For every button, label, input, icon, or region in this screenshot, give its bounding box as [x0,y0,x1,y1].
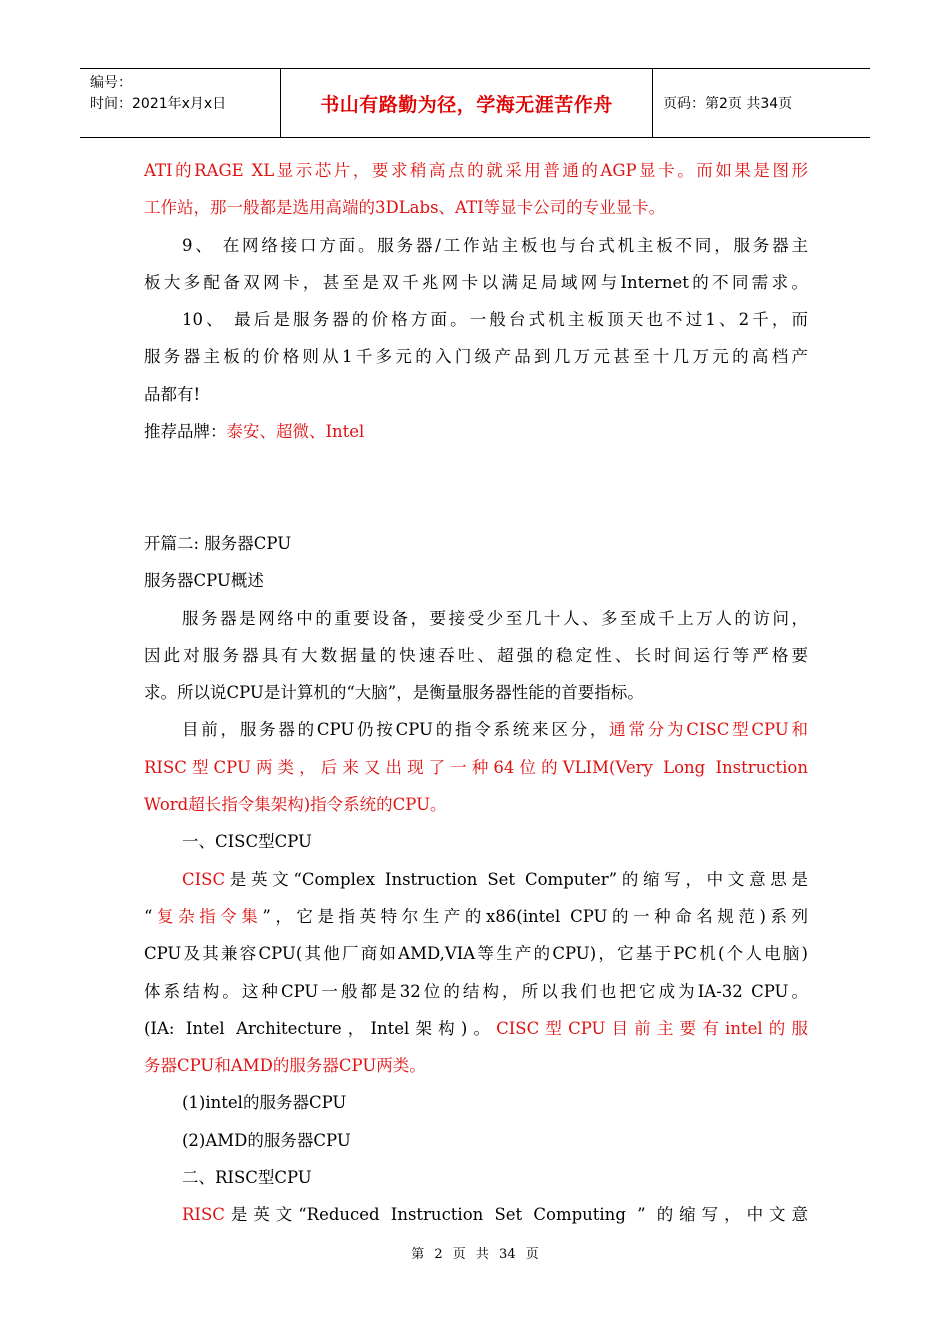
body-line: 品都有! [144,384,201,404]
recommended-brands [144,413,808,450]
list-item: (1)intel的服务器CPU [182,1093,347,1113]
body-line: Word超长指令集架构)指令系统的CPU。 [144,795,447,815]
text-span: 是英文“Reduced Instruction Set Computing ” 的缩写，中文意 [224,1205,808,1225]
body-line: 9、 在网络接口方面。服务器/工作站主板也与台式机主板不同，服务器主 [182,235,808,255]
body-line: RISC型CPU两类，后来又出现了一种64位的VLIM(Very Long Instruction [144,757,808,777]
body-line: 因此对服务器具有大数据量的快速吞吐、超强的稳定性、长时间运行等严格要 [144,645,808,665]
section-title: 服务器CPU概述 [144,571,264,591]
subsection-title: 一、CISC型CPU [182,832,312,852]
brands-list: 泰安、超微、Intel [226,422,365,442]
list-item: (2)AMD的服务器CPU [182,1130,351,1150]
body-line [144,1196,808,1233]
body-line: 服务器是网络中的重要设备，要接受少至几十人、多至成千上万人的访问， [182,608,808,628]
header-page-info: 页码：第2页 共34页 [663,96,793,112]
body-line: 体系结构。这种CPU一般都是32位的结构，所以我们也把它成为IA-32 CPU。 [144,981,808,1001]
text-span: ”，它是指英特尔生产的x86(intel CPU的一种命名规范)系列 [262,906,808,926]
body-line [144,711,808,748]
body-line: 务器CPU和AMD的服务器CPU两类。 [144,1056,426,1076]
document-body [144,152,808,1234]
body-line: 服务器主板的价格则从1千多元的入门级产品到几万元甚至十几万元的高档产 [144,347,808,367]
highlight-span: CISC [182,869,226,889]
body-line [144,861,808,898]
page-header [80,68,870,138]
date-label: 时间：2021年x月x日 [90,96,227,112]
spacer [144,450,808,487]
header-meta [80,69,281,137]
highlight-span: RISC [182,1205,225,1225]
number-label: 编号： [90,75,132,91]
body-line: 工作站，那一般都是选用高端的3DLabs、ATI等显卡公司的专业显卡。 [144,198,666,218]
body-line [144,1010,808,1047]
text-span: (IA: Intel Architecture，Intel架构)。 [144,1018,497,1038]
body-line: ATI的RAGE XL显示芯片，要求稍高点的就采用普通的AGP显卡。而如果是图形 [144,161,808,180]
highlight-span: 复杂指令集 [152,906,263,926]
page-footer: 第 2 页 共 34 页 [411,1247,539,1262]
highlight-span: CISC型CPU目前主要有intel的服 [496,1018,808,1038]
body-line [144,898,808,935]
subsection-title: 二、RISC型CPU [182,1168,312,1188]
body-line: CPU及其兼容CPU(其他厂商如AMD,VIA等生产的CPU)，它基于PC机(个人电脑) [144,944,808,964]
text-span: 是英文“Complex Instruction Set Computer”的缩写，中文意思是 [225,869,808,889]
highlight-span: 通常分为CISC型CPU和 [609,720,808,740]
body-line: 板大多配备双网卡，甚至是双千兆网卡以满足局域网与Internet的不同需求。 [144,272,808,292]
text-span: 目前，服务器的CPU仍按CPU的指令系统来区分， [182,720,610,740]
text-span: “ [144,906,153,926]
body-line: 求。所以说CPU是计算机的“大脑”，是衡量服务器性能的首要指标。 [144,683,644,703]
brands-label: 推荐品牌： [144,422,227,442]
header-motto: 书山有路勤为径，学海无涯苦作舟 [281,69,653,137]
spacer [144,488,808,525]
chapter-title: 开篇二: 服务器CPU [144,533,292,553]
body-line: 10、 最后是服务器的价格方面。一般台式机主板顶天也不过1、2千，而 [182,310,808,330]
